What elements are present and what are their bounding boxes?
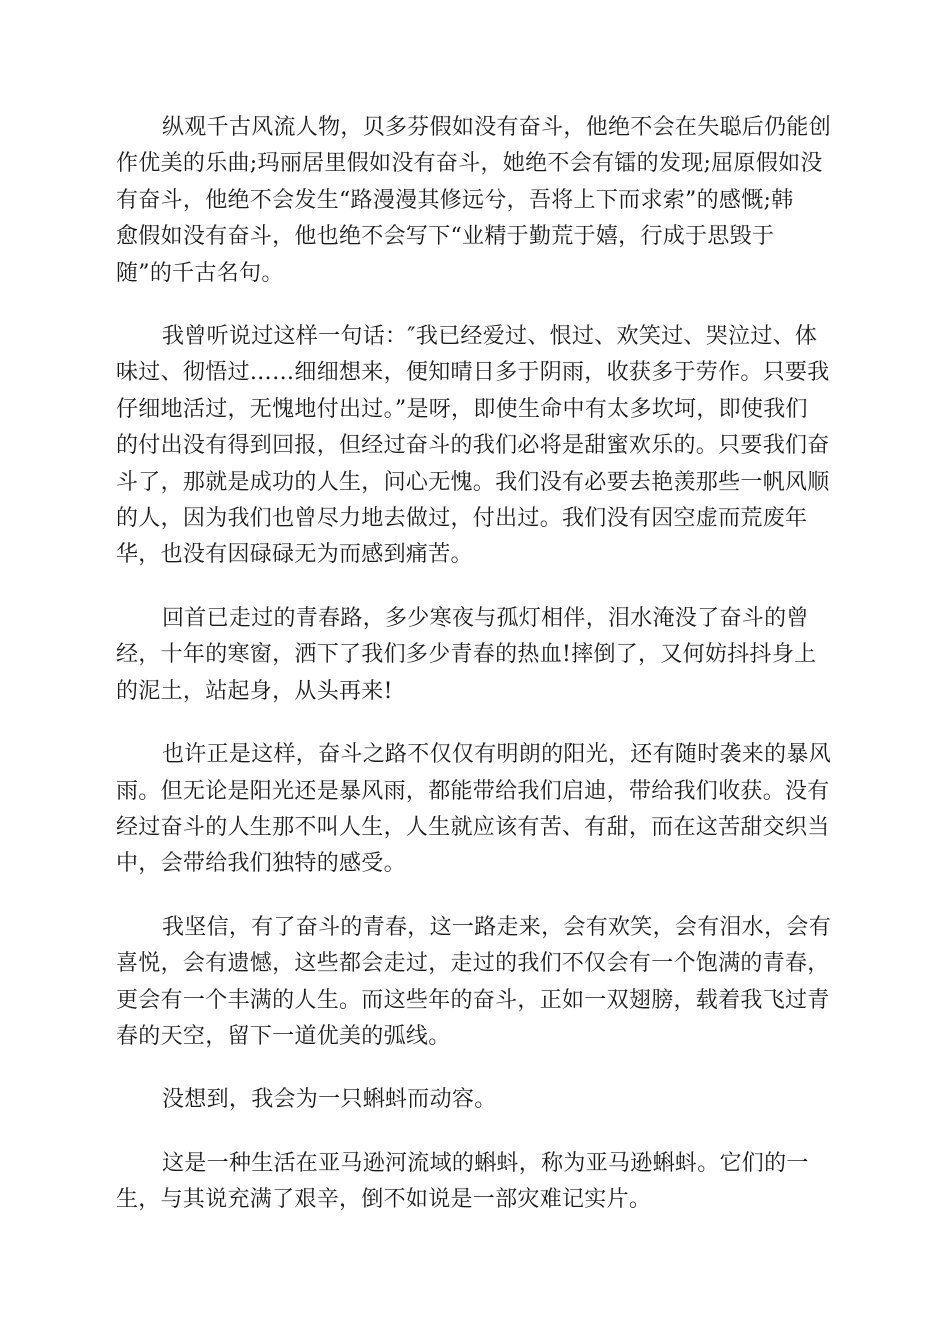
paragraph-7	[116, 1146, 836, 1219]
paragraph-line: 回首已走过的青春路，多少寒夜与孤灯相伴，泪水淹没了奋斗的曾	[162, 605, 809, 631]
paragraph-line: 也许正是这样，奋斗之路不仅仅有明朗的阳光，还有随时袭来的暴风	[162, 742, 832, 768]
paragraph-line: 我曾听说过这样一句话：″我已经爱过、恨过、欢笑过、哭泣过、体	[162, 324, 818, 350]
paragraph-line: 纵观千古风流人物，贝多芬假如没有奋斗，他绝不会在失聪后仍能创	[162, 115, 832, 140]
document-body	[116, 110, 836, 1246]
paragraph-line: 仔细地活过，无愧地付出过。”是呀，即使生命中有太多坎坷，即使我们	[116, 396, 808, 422]
paragraph-6	[116, 1082, 836, 1118]
paragraph-4	[116, 737, 836, 883]
paragraph-line: 的付出没有得到回报，但经过奋斗的我们必将是甜蜜欢乐的。只要我们奋	[116, 433, 830, 459]
paragraph-line: 这是一种生活在亚马逊河流域的蝌蚪，称为亚马逊蝌蚪。它们的一	[162, 1150, 809, 1176]
paragraph-line: 中，会带给我们独特的感受。	[116, 851, 406, 877]
paragraph-line: 更会有一个丰满的人生。而这些年的奋斗，正如一双翅膀，载着我飞过青	[116, 987, 830, 1013]
paragraph-line: 生，与其说充满了艰辛，倒不如说是一部灾难记实片。	[116, 1187, 652, 1213]
paragraph-line: 愈假如没有奋斗，他也绝不会写下“业精于勤荒于嬉，行成于思毁于	[116, 224, 775, 250]
paragraph-2	[116, 319, 836, 574]
paragraph-line: 斗了，那就是成功的人生，问心无愧。我们没有必要去艳羡那些一帆风顺	[116, 469, 830, 495]
paragraph-line: 的人，因为我们也曾尽力地去做过，付出过。我们没有因空虚而荒废年	[116, 506, 808, 532]
paragraph-line: 没想到，我会为一只蝌蚪而动容。	[162, 1087, 497, 1113]
paragraph-3	[116, 601, 836, 710]
paragraph-line: 华，也没有因碌碌无为而感到痛苦。	[116, 542, 473, 568]
paragraph-line: 经过奋斗的人生那不叫人生，人生就应该有苦、有甜，而在这苦甜交织当	[116, 814, 830, 840]
paragraph-line: 喜悦，会有遗憾，这些都会走过，走过的我们不仅会有一个饱满的青春，	[116, 951, 830, 977]
paragraph-line: 我坚信，有了奋斗的青春，这一路走来，会有欢笑，会有泪水，会有	[162, 914, 832, 940]
paragraph-1	[116, 110, 836, 292]
paragraph-line: 味过、彻悟过……细细想来，便知晴日多于阴雨，收获多于劳作。只要我	[116, 360, 830, 386]
paragraph-line: 的泥土，站起身，从头再来!	[116, 678, 393, 704]
paragraph-line: 经，十年的寒窗，洒下了我们多少青春的热血!摔倒了，又何妨抖抖身上	[116, 642, 817, 668]
paragraph-line: 有奋斗，他绝不会发生“路漫漫其修远兮，吾将上下而求索”的感慨;韩	[116, 187, 794, 213]
paragraph-5	[116, 910, 836, 1056]
paragraph-line: 作优美的乐曲;玛丽居里假如没有奋斗，她绝不会有镭的发现;屈原假如没	[116, 151, 823, 177]
paragraph-line: 雨。但无论是阳光还是暴风雨，都能带给我们启迪，带给我们收获。没有	[116, 778, 830, 804]
paragraph-line: 春的天空，留下一道优美的弧线。	[116, 1023, 451, 1049]
paragraph-line: 随”的千古名句。	[116, 260, 284, 286]
